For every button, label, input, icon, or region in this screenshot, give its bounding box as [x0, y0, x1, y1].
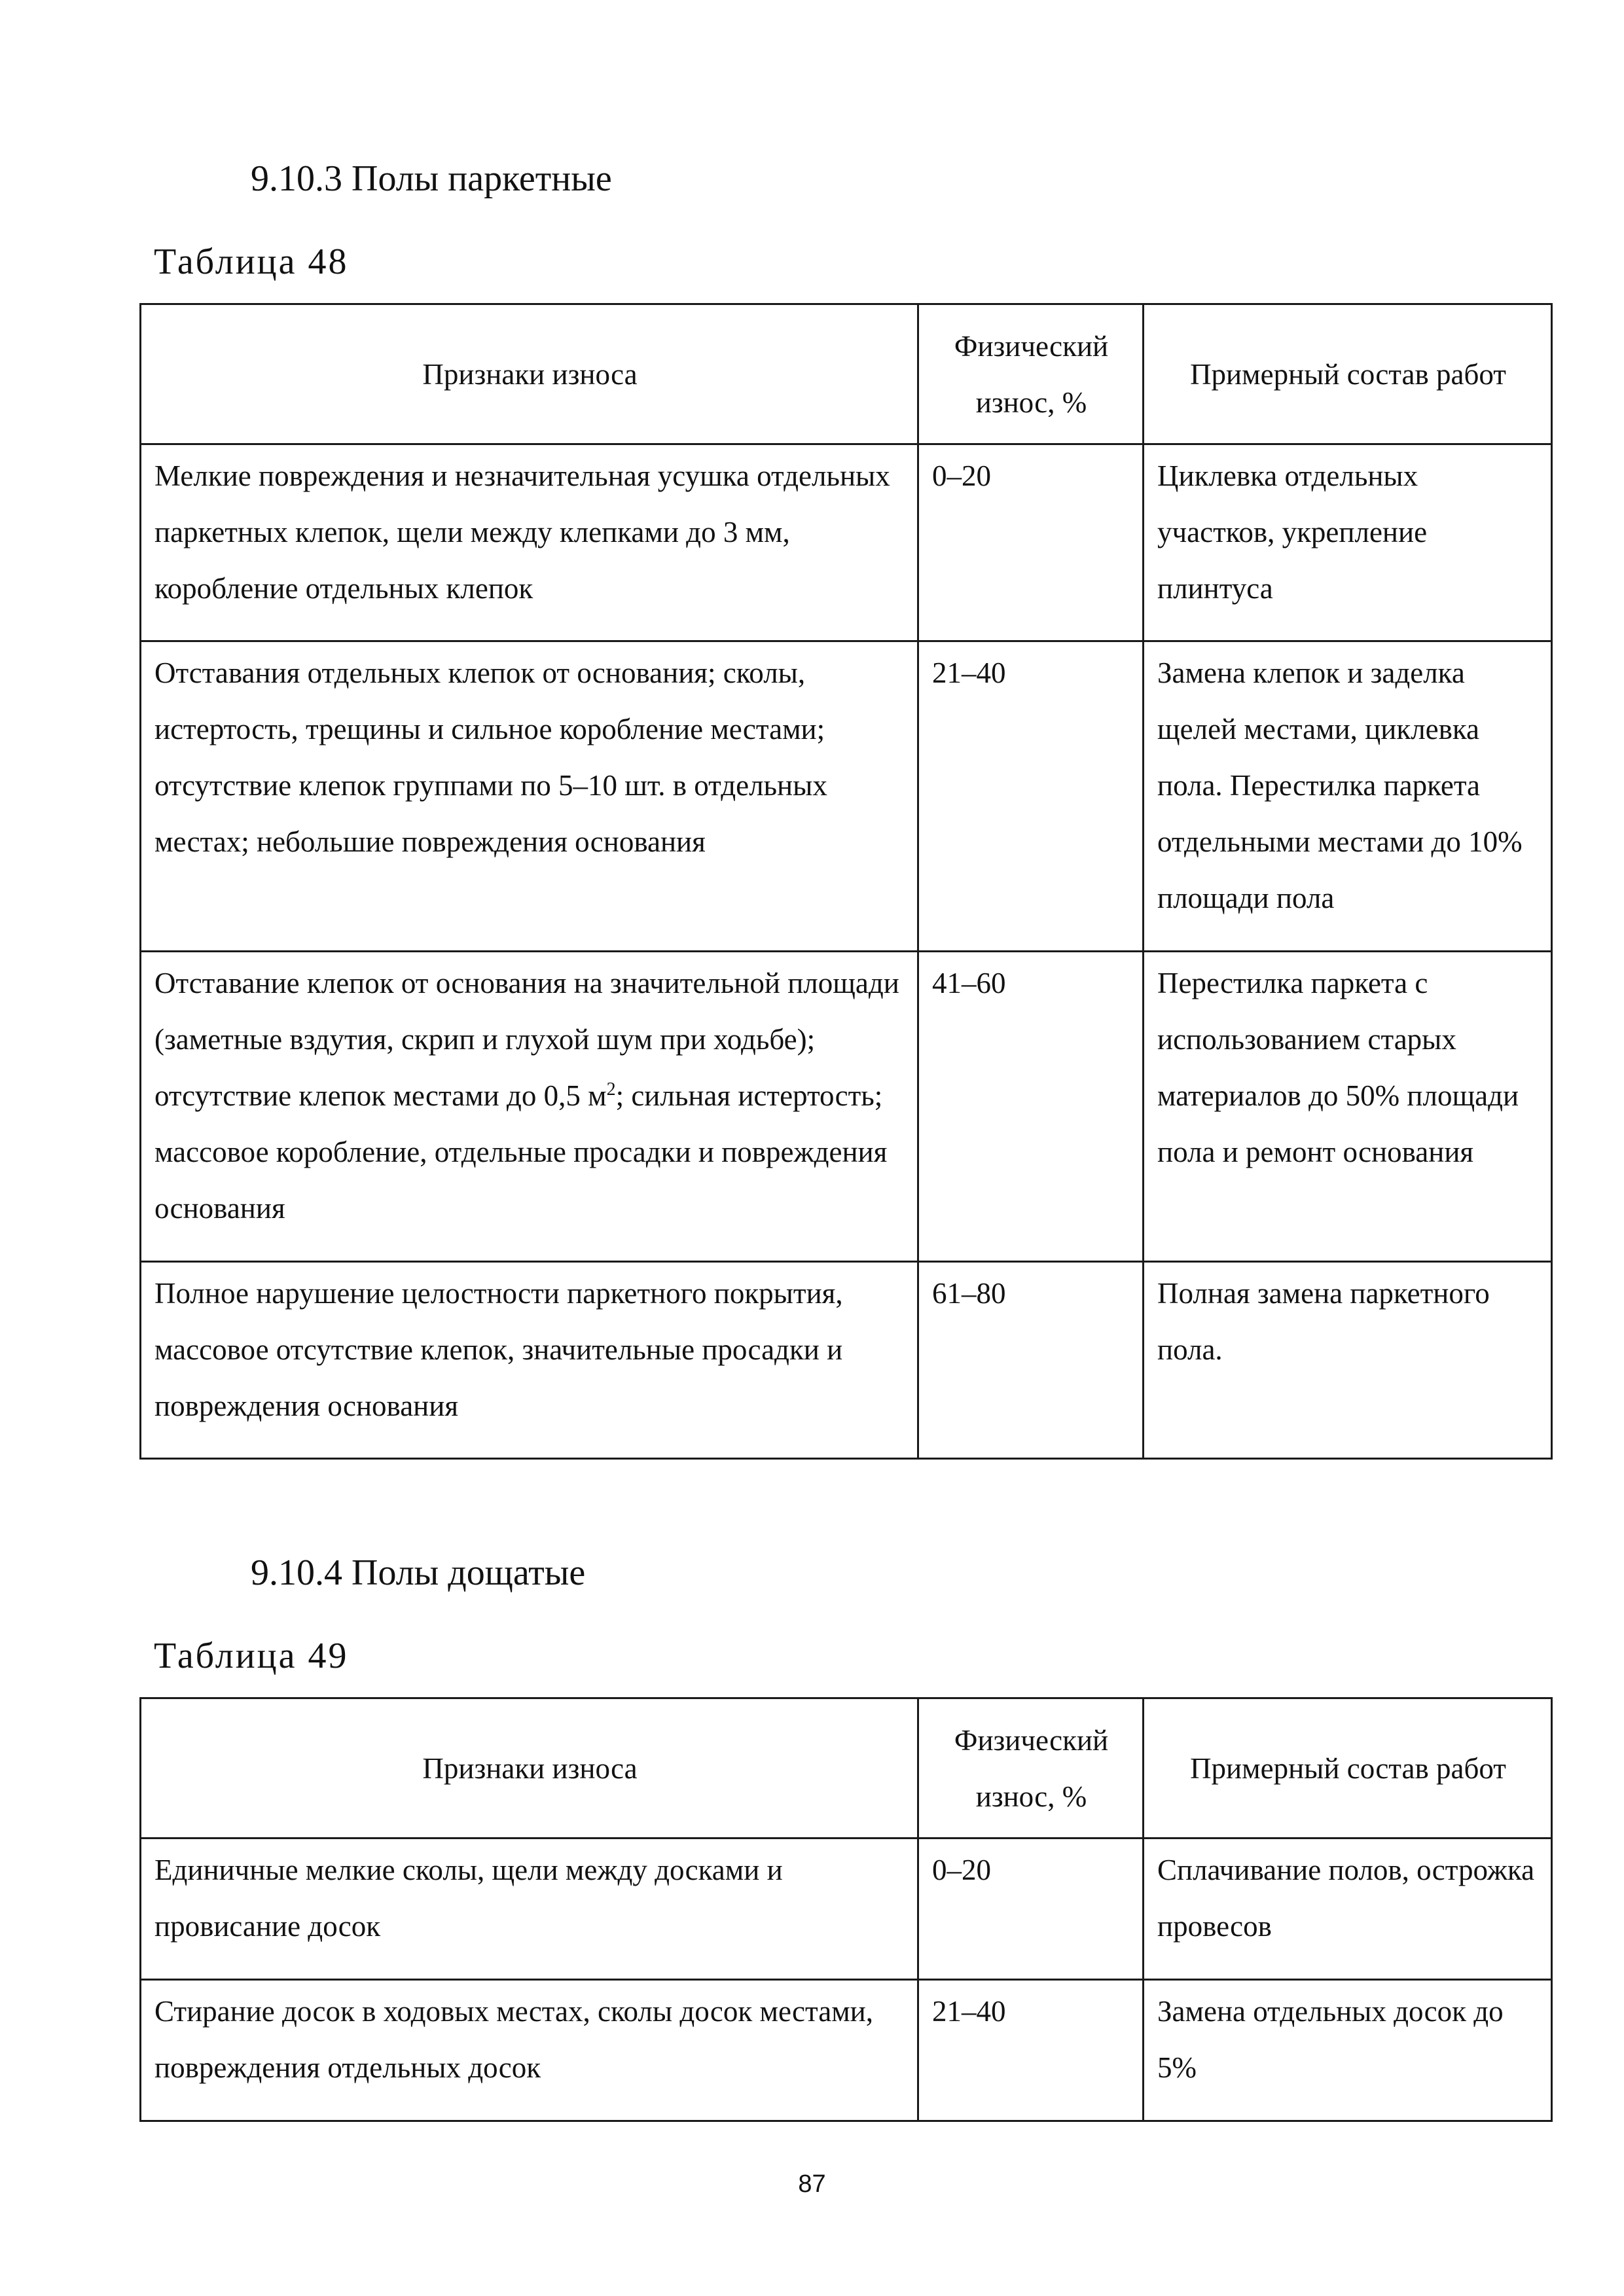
table-row	[141, 641, 1552, 952]
cell-signs-text-a: Отставание клепок от основания на значительной площади (заметные вздутия, скрип и глухой шум при ходьбе); отсутствие клепок местами до 0,5 м	[154, 967, 899, 1112]
header-wear-label: Физический износ, %	[954, 329, 1109, 419]
header-works: Примерный состав работ	[1144, 1698, 1552, 1839]
cell-works: Замена отдельных досок до 5%	[1144, 1980, 1552, 2121]
cell-works: Замена клепок и заделка щелей местами, циклевка пола. Перестилка паркета отдельными местами до 10% площади пола	[1144, 641, 1552, 952]
cell-signs-text-b: ; сильная истертость; массовое коробление, отдельные просадки и повреждения основания	[154, 1079, 888, 1225]
header-wear	[918, 1698, 1144, 1839]
cell-signs	[141, 952, 918, 1262]
cell-wear: 21–40	[918, 1980, 1144, 2121]
table-row	[141, 1262, 1552, 1459]
cell-signs: Отставания отдельных клепок от основания; сколы, истертость, трещины и сильное коробление местами; отсутствие клепок группами по 5–10 шт. в отдельных местах; небольшие повреждения основания	[141, 641, 918, 952]
table-48	[139, 303, 1553, 1460]
cell-works: Сплачивание полов, острожка провесов	[1144, 1839, 1552, 1980]
cell-wear: 61–80	[918, 1262, 1144, 1459]
table-row	[141, 444, 1552, 641]
table-header-row	[141, 1698, 1552, 1839]
table-49	[139, 1697, 1553, 2122]
header-wear-label: Физический износ, %	[954, 1723, 1109, 1813]
header-signs: Признаки износа	[141, 304, 918, 444]
table-row	[141, 1839, 1552, 1980]
cell-works: Циклевка отдельных участков, укрепление плинтуса	[1144, 444, 1552, 641]
cell-wear: 0–20	[918, 444, 1144, 641]
cell-signs: Полное нарушение целостности паркетного покрытия, массовое отсутствие клепок, значительные просадки и повреждения основания	[141, 1262, 918, 1459]
cell-signs: Мелкие повреждения и незначительная усушка отдельных паркетных клепок, щели между клепками до 3 мм, коробление отдельных клепок	[141, 444, 918, 641]
superscript-square: 2	[606, 1079, 616, 1100]
section-heading-plank: 9.10.4 Полы дощатые	[251, 1552, 586, 1593]
cell-wear: 21–40	[918, 641, 1144, 952]
cell-wear: 41–60	[918, 952, 1144, 1262]
page-number: 87	[798, 2170, 826, 2198]
table-row	[141, 952, 1552, 1262]
cell-signs: Стирание досок в ходовых местах, сколы досок местами, повреждения отдельных досок	[141, 1980, 918, 2121]
section-heading-parquet: 9.10.3 Полы паркетные	[251, 158, 612, 199]
table-row	[141, 1980, 1552, 2121]
cell-works: Перестилка паркета с использованием старых материалов до 50% площади пола и ремонт основания	[1144, 952, 1552, 1262]
header-wear	[918, 304, 1144, 444]
table-caption-48: Таблица 48	[154, 242, 349, 282]
header-signs: Признаки износа	[141, 1698, 918, 1839]
table-header-row	[141, 304, 1552, 444]
table-caption-49: Таблица 49	[154, 1636, 349, 1676]
cell-wear: 0–20	[918, 1839, 1144, 1980]
cell-works: Полная замена паркетного пола.	[1144, 1262, 1552, 1459]
cell-signs: Единичные мелкие сколы, щели между досками и провисание досок	[141, 1839, 918, 1980]
header-works: Примерный состав работ	[1144, 304, 1552, 444]
